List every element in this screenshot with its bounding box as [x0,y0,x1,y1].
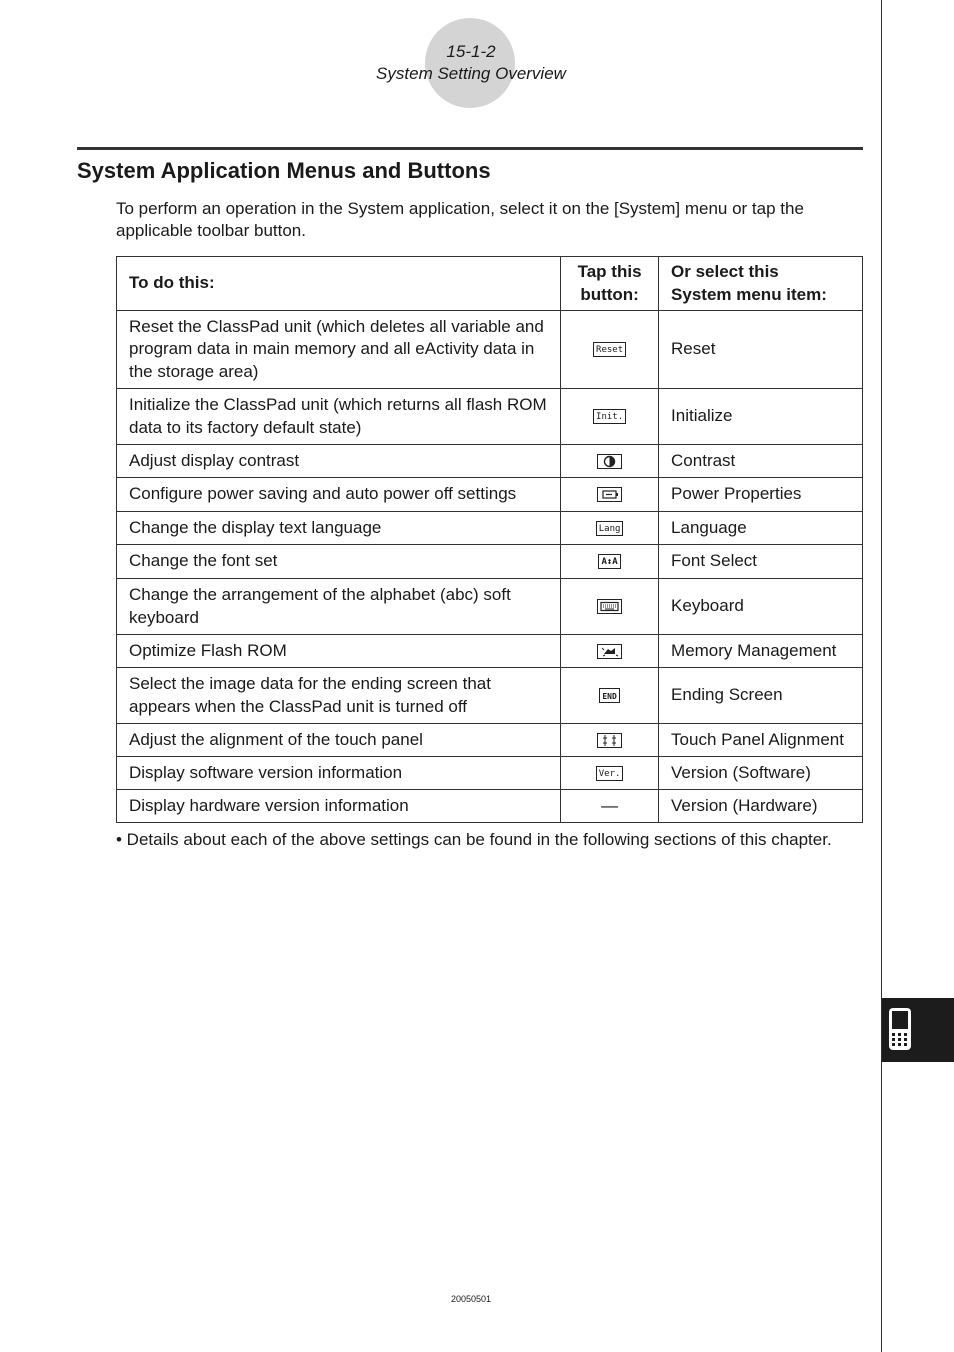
end-icon[interactable]: END [599,688,620,703]
header-to-do: To do this: [117,257,561,311]
language-icon[interactable]: Lang [596,521,624,536]
table-row [117,635,863,668]
header-menu-item: Or select this System menu item: [659,257,863,311]
no-button-dash: — [561,790,659,823]
table-row [117,724,863,757]
row-action: Select the image data for the ending screen that appears when the ClassPad unit is turned off [117,668,561,724]
header-circle [425,18,515,108]
table-row [117,790,863,823]
footer-code: 20050501 [450,1294,492,1304]
row-action: Display hardware version information [117,790,561,823]
right-margin-rule [881,0,882,1352]
row-action: Adjust the alignment of the touch panel [117,724,561,757]
power-icon[interactable] [597,487,622,502]
row-action: Configure power saving and auto power off settings [117,478,561,512]
table-row [117,579,863,635]
page-number: 15-1-2 [446,42,496,61]
header-tap-button: Tap this button: [561,257,659,311]
page-title: System Application Menus and Buttons [77,158,491,183]
row-menu-item: Language [659,512,863,545]
row-menu-item: Contrast [659,445,863,478]
system-menu-table [116,256,863,823]
section-title: System Setting Overview [376,64,566,83]
row-action: Reset the ClassPad unit (which deletes all variable and program data in main memory and all eActivity data in the storage area) [117,311,561,389]
version-icon[interactable]: Ver. [596,766,624,781]
table-row [117,311,863,389]
table-row [117,757,863,790]
row-menu-item: Power Properties [659,478,863,512]
row-action: Display software version information [117,757,561,790]
row-action: Change the arrangement of the alphabet (abc) soft keyboard [117,579,561,635]
row-action: Adjust display contrast [117,445,561,478]
row-action: Change the display text language [117,512,561,545]
keyboard-icon[interactable] [597,599,622,614]
table-row [117,545,863,579]
table-row [117,668,863,724]
row-menu-item: Version (Software) [659,757,863,790]
reset-icon[interactable]: Reset [593,342,626,357]
memory-icon[interactable] [597,644,622,659]
table-row [117,512,863,545]
row-action: Initialize the ClassPad unit (which returns all flash ROM data to its factory default state) [117,389,561,445]
font-icon[interactable]: A↕A [598,554,620,569]
row-menu-item: Keyboard [659,579,863,635]
row-menu-item: Font Select [659,545,863,579]
row-menu-item: Touch Panel Alignment [659,724,863,757]
section-rule [77,147,863,150]
row-menu-item: Ending Screen [659,668,863,724]
row-action: Change the font set [117,545,561,579]
init-icon[interactable]: Init. [593,409,626,424]
intro-paragraph: To perform an operation in the System application, select it on the [System] menu or tap the applicable toolbar button. [116,199,804,240]
chapter-side-tab [882,998,954,1062]
touch-align-icon[interactable] [597,733,622,748]
row-menu-item: Memory Management [659,635,863,668]
contrast-icon[interactable] [597,454,622,469]
row-menu-item: Reset [659,311,863,389]
table-row [117,478,863,512]
classpad-calculator-icon [888,1007,912,1051]
details-note: • Details about each of the above settings can be found in the following sections of this chapter. [116,830,832,849]
table-row [117,445,863,478]
row-menu-item: Version (Hardware) [659,790,863,823]
row-menu-item: Initialize [659,389,863,445]
row-action: Optimize Flash ROM [117,635,561,668]
table-header-row [117,257,863,311]
table-row [117,389,863,445]
